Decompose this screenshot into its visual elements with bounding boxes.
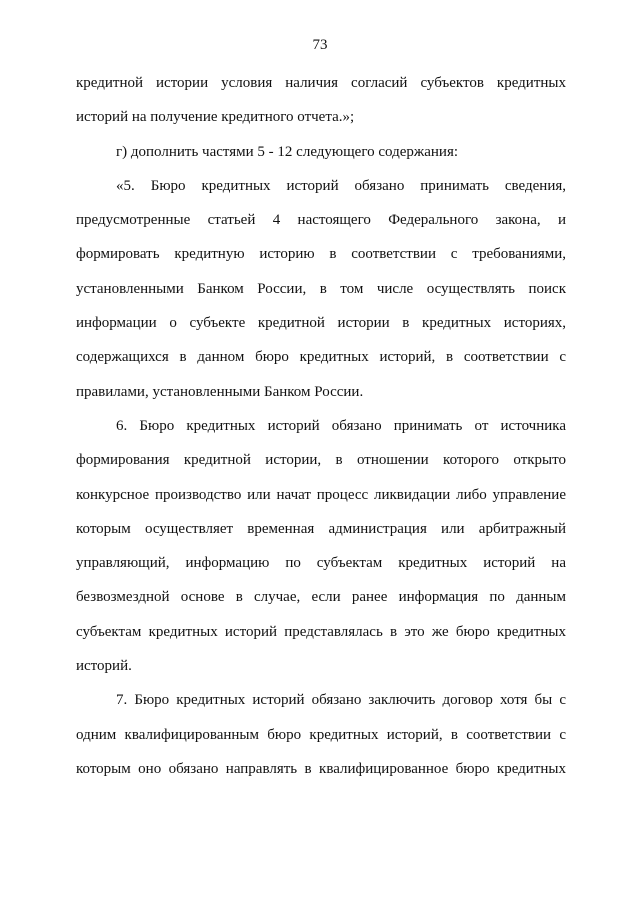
text-line: одним квалифицированным бюро кредитных историй, в соответствии с	[76, 726, 566, 743]
text-line: г) дополнить частями 5 - 12 следующего содержания:	[116, 143, 459, 160]
text-line: которым осуществляет временная администрация или арбитражный	[76, 520, 566, 537]
text-line: информации о субъекте кредитной истории в кредитных историях,	[76, 315, 566, 332]
text-line: кредитной истории условия наличия согласий субъектов кредитных	[76, 75, 566, 91]
text-line: историй.	[76, 658, 132, 675]
text-line: безвозмездной основе в случае, если ранее информация по данным	[76, 589, 566, 606]
text-line: управляющий, информацию по субъектам кредитных историй на	[76, 555, 566, 572]
text-line: содержащихся в данном бюро кредитных историй, в соответствии с	[76, 349, 566, 366]
text-line: 6. Бюро кредитных историй обязано принимать от источника	[116, 417, 566, 434]
text-line: которым оно обязано направлять в квалифицированное бюро кредитных	[76, 760, 566, 777]
text-line: установленными Банком России, в том числе осуществлять поиск	[76, 280, 566, 297]
text-line: историй на получение кредитного отчета.»;	[76, 109, 355, 126]
document-body	[76, 66, 566, 786]
text-line: формирования кредитной истории, в отношении которого открыто	[76, 452, 566, 469]
text-line: предусмотренные статьей 4 настоящего Федерального закона, и	[76, 212, 566, 229]
text-line: субъектам кредитных историй представлялась в это же бюро кредитных	[76, 623, 566, 640]
text-line: конкурсное производство или начат процесс ликвидации либо управление	[76, 486, 566, 503]
text-line: 7. Бюро кредитных историй обязано заключить договор хотя бы с	[116, 692, 566, 709]
text-line: формировать кредитную историю в соответствии с требованиями,	[76, 246, 566, 263]
text-line: правилами, установленными Банком России.	[76, 383, 364, 400]
page-number: 73	[312, 37, 328, 53]
text-line: «5. Бюро кредитных историй обязано принимать сведения,	[116, 177, 566, 194]
